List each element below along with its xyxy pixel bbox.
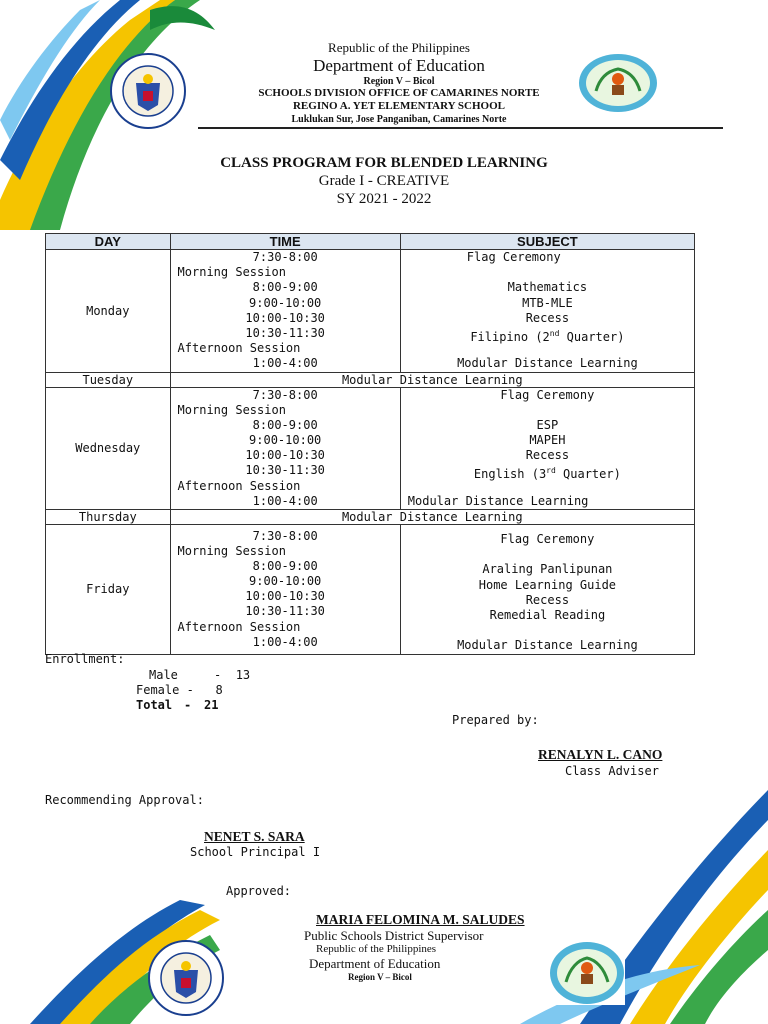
- school-year: SY 2021 - 2022: [336, 191, 432, 207]
- time-slot: 9:00-10:00: [249, 433, 322, 448]
- class-program-table: [45, 233, 695, 655]
- header-department: Department of Education: [313, 56, 485, 75]
- subject-item: Remedial Reading: [489, 607, 606, 622]
- subject-item: Modular Distance Learning: [407, 493, 589, 508]
- session-label: Afternoon Session: [177, 619, 301, 634]
- header-address: Luklukan Sur, Jose Panganiban, Camarines Norte: [291, 114, 507, 125]
- principal-name: NENET S. SARA: [204, 829, 305, 844]
- time-slot: 9:00-10:00: [249, 295, 322, 310]
- time-slot: 1:00-4:00: [252, 634, 318, 649]
- subjects-monday: [400, 250, 694, 373]
- header-division: SCHOOLS DIVISION OFFICE OF CAMARINES NORTE: [258, 87, 540, 99]
- time-slot: 8:00-9:00: [252, 558, 318, 573]
- subject-item: [401, 623, 694, 638]
- session-label: Morning Session: [177, 543, 286, 558]
- subject-item: Flag Ceremony: [500, 387, 595, 402]
- header-republic: Republic of the Philippines: [328, 40, 470, 55]
- adviser-title: Class Adviser: [565, 764, 659, 778]
- subject-item: [401, 265, 694, 280]
- subject-item: MAPEH: [529, 433, 566, 448]
- enrollment-total-label: Total: [136, 698, 173, 712]
- grade-section: Grade I - CREATIVE: [318, 173, 450, 189]
- times-monday: [170, 250, 400, 373]
- subject-item: Modular Distance Learning: [457, 356, 638, 371]
- subject-item: Flag Ceremony: [500, 532, 595, 546]
- footer-department: Department of Education: [309, 956, 441, 971]
- session-label: Morning Session: [177, 402, 286, 417]
- header-school: REGINO A. YET ELEMENTARY SCHOOL: [292, 100, 505, 112]
- header-divider: [198, 127, 723, 129]
- supervisor-name: MARIA FELOMINA M. SALUDES: [316, 912, 525, 927]
- session-label: Afternoon Session: [177, 341, 301, 356]
- time-slot: 9:00-10:00: [249, 574, 322, 589]
- approved-label: Approved:: [226, 884, 292, 898]
- times-friday: [170, 525, 400, 655]
- subject-spacer: [401, 525, 694, 532]
- subject-item: MTB-MLE: [522, 295, 573, 310]
- time-slot: 7:30-8:00: [252, 387, 318, 402]
- subject-item: [401, 547, 694, 562]
- adviser-name: RENALYN L. CANO: [538, 747, 663, 762]
- header-subject: SUBJECT: [400, 234, 694, 250]
- time-slot: 8:00-9:00: [252, 280, 318, 295]
- subject-item: [401, 479, 694, 494]
- subject-item: Recess: [525, 448, 570, 463]
- table-row-tuesday: [46, 372, 695, 387]
- day-monday: Monday: [46, 250, 171, 373]
- subject-item: Araling Panlipunan: [482, 562, 613, 577]
- subject-item-quarter: English (3rd Quarter): [473, 466, 621, 482]
- enrollment-male: Male - 13: [149, 668, 251, 682]
- program-title: CLASS PROGRAM FOR BLENDED LEARNING: [220, 155, 548, 171]
- supervisor-title: Public Schools District Supervisor: [304, 928, 484, 943]
- recommending-approval-label: Recommending Approval:: [45, 793, 204, 807]
- day-thursday: Thursday: [46, 510, 171, 525]
- header-time: TIME: [170, 234, 400, 250]
- enrollment-total-value: 21: [204, 698, 219, 712]
- header-region: Region V – Bicol: [363, 76, 435, 87]
- principal-title: School Principal I: [190, 845, 321, 859]
- deped-seal-bottom: [148, 940, 224, 1016]
- subject-item: Mathematics: [507, 280, 588, 295]
- time-slot: 10:30-11:30: [245, 604, 325, 619]
- session-label: Morning Session: [177, 265, 286, 280]
- enrollment-label: Enrollment:: [45, 652, 125, 666]
- subject-item: Home Learning Guide: [478, 577, 617, 592]
- footer-region: Region V – Bicol: [348, 972, 412, 982]
- table-row-thursday: [46, 510, 695, 525]
- time-slot: 7:30-8:00: [252, 250, 318, 264]
- table-row-monday: [46, 250, 695, 373]
- time-slot: 8:00-9:00: [252, 417, 318, 432]
- activity-tuesday: Modular Distance Learning: [170, 372, 694, 387]
- subject-item: Recess: [525, 592, 570, 607]
- table-row-wednesday: [46, 387, 695, 510]
- time-slot: 10:00-10:30: [245, 589, 325, 604]
- table-header-row: [46, 234, 695, 250]
- subject-item: ESP: [536, 417, 559, 432]
- footer-republic: Republic of the Philippines: [316, 943, 437, 955]
- table-row-friday: [46, 525, 695, 655]
- times-wednesday: [170, 387, 400, 510]
- header-day: DAY: [46, 234, 171, 250]
- subjects-friday: [400, 525, 694, 655]
- enrollment-total-dash: -: [184, 698, 192, 712]
- day-friday: Friday: [46, 525, 171, 655]
- subject-item: Flag Ceremony: [466, 250, 561, 264]
- time-slot: 10:30-11:30: [245, 463, 325, 478]
- subject-item: Recess: [525, 310, 570, 325]
- activity-thursday: Modular Distance Learning: [170, 510, 694, 525]
- school-seal-bottom: [548, 940, 626, 1006]
- time-slot: 10:30-11:30: [245, 325, 325, 340]
- time-slot: 1:00-4:00: [252, 356, 318, 371]
- time-slot: 7:30-8:00: [252, 528, 318, 543]
- session-label: Afternoon Session: [177, 478, 301, 493]
- day-wednesday: Wednesday: [46, 387, 171, 510]
- enrollment-female: Female - 8: [136, 683, 223, 697]
- time-slot: 10:00-10:30: [245, 310, 325, 325]
- subject-item-quarter: Filipino (2nd Quarter): [470, 328, 625, 344]
- time-slot: 10:00-10:30: [245, 448, 325, 463]
- subject-item: [401, 403, 694, 418]
- prepared-by-label: Prepared by:: [452, 713, 539, 727]
- day-tuesday: Tuesday: [46, 372, 171, 387]
- subject-item: Modular Distance Learning: [457, 638, 638, 653]
- time-slot: 1:00-4:00: [252, 493, 318, 508]
- subjects-wednesday: [400, 387, 694, 510]
